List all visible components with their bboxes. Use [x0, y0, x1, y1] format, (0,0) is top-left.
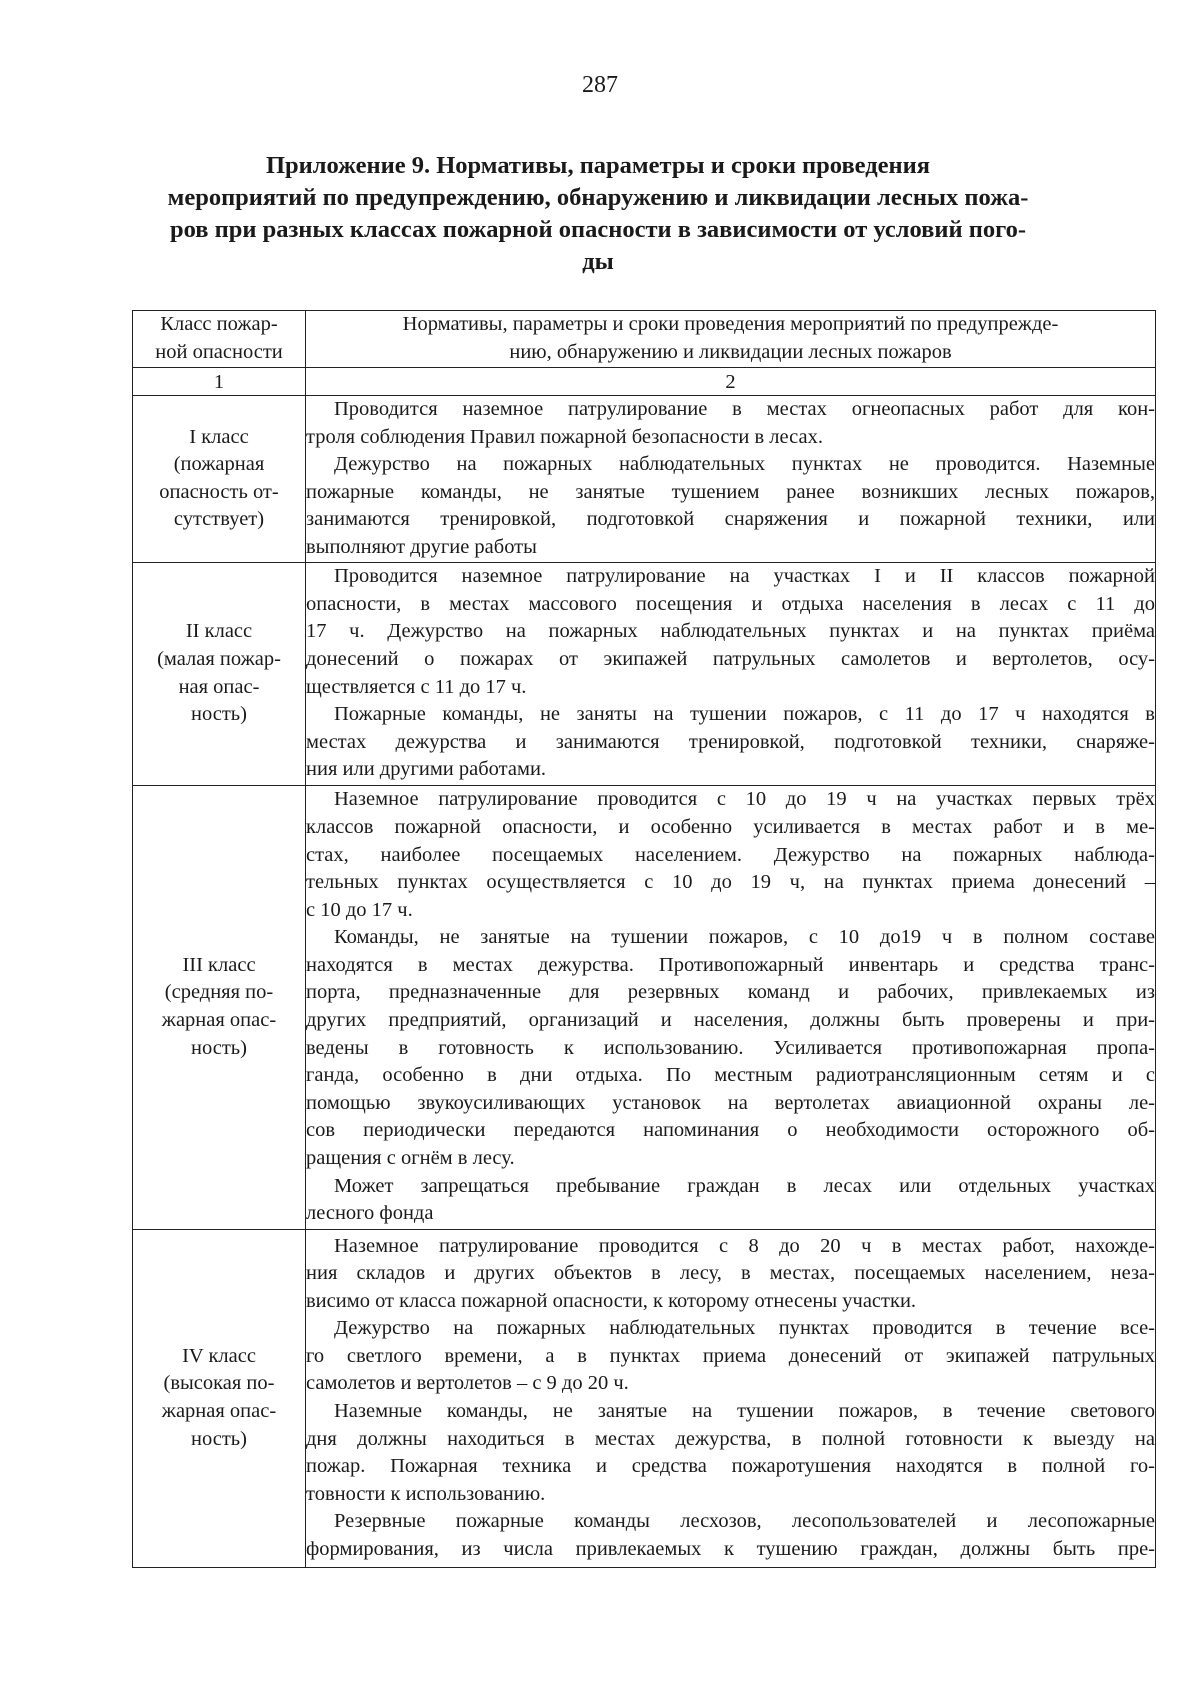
text-line: тельных пунктах осуществляется с 10 до 19 ч, на пунктах приема донесений – — [306, 871, 1155, 894]
class-text: (средняя по- — [164, 981, 274, 1004]
text-line: сов периодически передаются напоминания о необходимости осторожного об- — [306, 1119, 1155, 1142]
class-text: I класс — [189, 425, 249, 448]
title-line: ров при разных классах пожарной опасности в зависимости от условий пого- — [169, 216, 1027, 243]
class-text: IV класс — [182, 1344, 256, 1367]
text-line: самолетов и вертолетов – с 9 до 20 ч. — [306, 1372, 629, 1395]
text-line: формирования, из числа привлекаемых к тушению граждан, должны быть пре- — [306, 1538, 1155, 1561]
text-line: находятся в местах дежурства. Противопожарный инвентарь и средства транс- — [306, 953, 1155, 976]
table-row — [133, 396, 1156, 563]
text-line: выполняют другие работы — [306, 535, 537, 558]
text-line: Команды, не занятые на тушении пожаров, с 10 до19 ч в полном составе — [334, 926, 1155, 949]
class-text: ность) — [191, 1427, 247, 1450]
text-line: донесений о пожарах от экипажей патрульных самолетов и вертолетов, осу- — [306, 647, 1155, 670]
text-line: го светлого времени, а в пунктах приема донесений от экипажей патрульных — [306, 1344, 1155, 1367]
measures-cell — [306, 396, 1156, 563]
header-class-cell — [133, 311, 306, 368]
text-line: ществляется с 11 до 17 ч. — [306, 675, 527, 698]
text-line: Наземное патрулирование проводится с 10 до 19 ч на участках первых трёх — [334, 788, 1155, 811]
text-line: троля соблюдения Правил пожарной безопасности в лесах. — [306, 425, 823, 448]
column-number-row — [133, 368, 1156, 396]
table-row — [133, 785, 1156, 1229]
class-text: (высокая по- — [163, 1372, 275, 1395]
title-line: мероприятий по предупреждению, обнаружению и ликвидации лесных пожа- — [167, 184, 1029, 211]
danger-class-cell — [133, 396, 306, 563]
fire-danger-norms-table — [132, 310, 1156, 1568]
danger-class-cell — [133, 562, 306, 785]
appendix-title — [145, 150, 1051, 278]
header-text: нию, обнаружению и ликвидации лесных пожаров — [509, 341, 952, 363]
text-line: ведены в готовность к использованию. Усиливается противопожарная пропа- — [306, 1036, 1155, 1059]
measures-cell — [306, 1229, 1156, 1567]
table-row — [133, 1229, 1156, 1567]
measures-cell — [306, 785, 1156, 1229]
text-line: ния складов и других объектов в лесу, в местах, посещаемых населением, неза- — [306, 1262, 1155, 1285]
class-text: ность) — [191, 703, 247, 726]
header-text: Класс пожар- — [160, 313, 278, 336]
text-line: лесного фонда — [306, 1202, 434, 1225]
text-line: дня должны находиться в местах дежурства, в полной готовности к выезду на — [306, 1427, 1155, 1450]
class-text: III класс — [182, 953, 256, 976]
text-line: других предприятий, организаций и населения, должны быть проверены и при- — [306, 1009, 1155, 1032]
text-line: Резервные пожарные команды лесхозов, лесопользователей и лесопожарные — [334, 1510, 1155, 1533]
text-line: ращения с огнём в лесу. — [306, 1147, 515, 1170]
header-text: ной опасности — [155, 341, 283, 363]
text-line: опасности, в местах массового посещения и отдыха населения в лесах с 11 до — [306, 592, 1155, 615]
text-line: пожарные команды, не занятые тушением ранее возникших лесных пожаров, — [306, 480, 1155, 503]
header-norms-cell — [306, 311, 1156, 368]
text-line: товности к использованию. — [306, 1482, 546, 1505]
measures-cell — [306, 562, 1156, 785]
class-text: ность) — [191, 1036, 247, 1059]
text-line: ганда, особенно в дни отдыха. По местным радиотрансляционным сетям и с — [306, 1064, 1155, 1087]
text-line: с 10 до 17 ч. — [306, 898, 413, 921]
header-text: Нормативы, параметры и сроки проведения мероприятий по предупрежде- — [402, 313, 1059, 336]
text-line: Может запрещаться пребывание граждан в лесах или отдельных участках — [334, 1174, 1155, 1197]
column-number: 2 — [306, 368, 1156, 396]
table-header-row — [133, 311, 1156, 368]
text-line: Наземное патрулирование проводится с 8 до 20 ч в местах работ, нахожде- — [334, 1234, 1155, 1257]
text-line: Дежурство на пожарных наблюдательных пунктах не проводится. Наземные — [334, 453, 1155, 476]
text-line: классов пожарной опасности, и особенно усиливается в местах работ и в ме- — [306, 815, 1155, 838]
text-line: Наземные команды, не занятые на тушении пожаров, в течение светового — [334, 1400, 1155, 1423]
class-text: (пожарная — [173, 453, 265, 476]
text-line: стах, наиболее посещаемых населением. Дежурство на пожарных наблюда- — [306, 843, 1155, 866]
class-text: жарная опас- — [161, 1009, 277, 1032]
text-line: Дежурство на пожарных наблюдательных пунктах проводится в течение все- — [334, 1317, 1155, 1340]
text-line: порта, предназначенные для резервных команд и рабочих, привлекаемых из — [306, 981, 1155, 1004]
text-line: Проводится наземное патрулирование на участках I и II классов пожарной — [334, 565, 1155, 588]
text-line: висимо от класса пожарной опасности, к которому отнесены участки. — [306, 1289, 917, 1312]
text-line: пожар. Пожарная техника и средства пожаротушения находятся в полной го- — [306, 1455, 1155, 1478]
title-line: Приложение 9. Нормативы, параметры и сроки проведения — [266, 152, 930, 179]
danger-class-cell — [133, 1229, 306, 1567]
class-text: опасность от- — [159, 480, 279, 503]
table-row — [133, 562, 1156, 785]
class-text: (малая пожар- — [157, 647, 281, 670]
text-line: Проводится наземное патрулирование в местах огнеопасных работ для кон- — [334, 398, 1155, 420]
page-number: 287 — [582, 72, 618, 98]
text-line: занимаются тренировкой, подготовкой снаряжения и пожарной техники, или — [306, 508, 1155, 531]
class-text: жарная опас- — [161, 1400, 277, 1423]
text-line: помощью звукоусиливающих установок на вертолетах авиационной охраны ле- — [306, 1091, 1155, 1114]
class-text: II класс — [185, 620, 253, 643]
title-line: ды — [582, 248, 614, 275]
class-text: сутствует) — [173, 508, 265, 531]
text-line: ния или другими работами. — [306, 758, 547, 781]
text-line: 17 ч. Дежурство на пожарных наблюдательных пунктах и на пунктах приёма — [306, 620, 1155, 643]
text-line: Пожарные команды, не заняты на тушении пожаров, с 11 до 17 ч находятся в — [334, 703, 1155, 726]
text-line: местах дежурства и занимаются тренировкой, подготовкой техники, снаряже- — [306, 730, 1155, 753]
danger-class-cell — [133, 785, 306, 1229]
column-number: 1 — [133, 368, 306, 396]
class-text: ная опас- — [178, 675, 260, 698]
